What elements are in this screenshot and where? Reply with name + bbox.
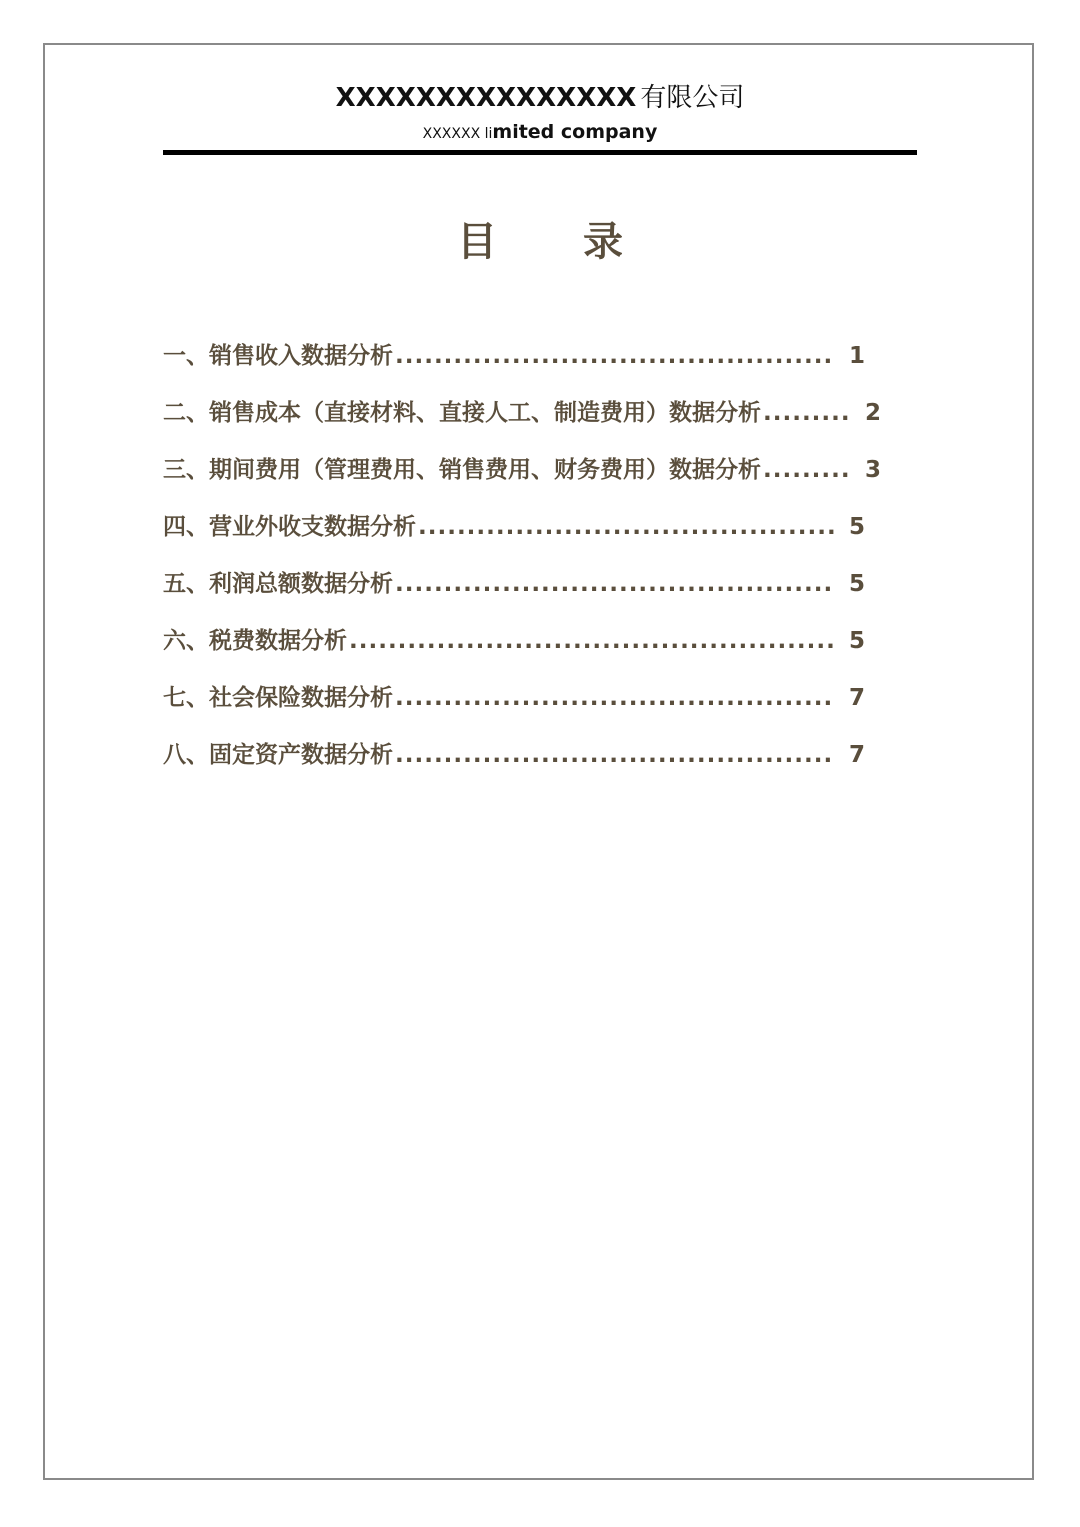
- toc-item-label: 二、销售成本（直接材料、直接人工、制造费用）数据分析: [163, 400, 761, 426]
- toc-item[interactable]: [163, 558, 885, 615]
- toc-item[interactable]: [163, 615, 885, 672]
- toc-item-page: 5: [849, 514, 866, 540]
- toc-item-page: 3: [865, 457, 882, 483]
- toc-item-label: 一、销售收入数据分析: [163, 343, 393, 369]
- toc-item-label: 六、税费数据分析: [163, 628, 347, 654]
- company-en-rest: mited company: [492, 121, 658, 143]
- toc-item[interactable]: [163, 444, 901, 501]
- toc-leader-dots: [349, 615, 835, 667]
- toc-leader-dots: [395, 558, 835, 610]
- company-name-latin: XXXXXXXXXXXXXXX: [335, 83, 637, 113]
- toc-item-page: 7: [849, 685, 866, 711]
- toc-leader-dots: [763, 444, 851, 496]
- toc-item-page: 5: [849, 571, 866, 597]
- toc-item[interactable]: [163, 729, 885, 786]
- toc-item-page: 5: [849, 628, 866, 654]
- toc-leader-dots: [395, 330, 835, 382]
- header-rule: [163, 150, 917, 155]
- toc-item-label: 三、期间费用（管理费用、销售费用、财务费用）数据分析: [163, 457, 761, 483]
- toc-item-label: 五、利润总额数据分析: [163, 571, 393, 597]
- toc-leader-dots: [395, 729, 835, 781]
- company-en-prefix: XXXXXX li: [422, 126, 493, 142]
- toc-title: 目 录: [457, 219, 659, 265]
- toc-leader-dots: [395, 672, 835, 724]
- company-name-cn: 有限公司: [640, 83, 745, 113]
- toc-item[interactable]: [163, 501, 885, 558]
- company-name: [163, 78, 917, 118]
- toc-item-label: 八、固定资产数据分析: [163, 742, 393, 768]
- toc-item-label: 七、社会保险数据分析: [163, 685, 393, 711]
- document-header: [163, 78, 917, 148]
- toc-item-page: 1: [849, 343, 866, 369]
- toc-item-page: 2: [865, 400, 882, 426]
- toc-leader-dots: [418, 501, 835, 553]
- toc-item[interactable]: [163, 387, 901, 444]
- toc-list: [163, 330, 923, 786]
- toc-item-page: 7: [849, 742, 866, 768]
- toc-item-label: 四、营业外收支数据分析: [163, 514, 416, 540]
- company-name-english: [163, 118, 917, 148]
- toc-item[interactable]: [163, 672, 885, 729]
- toc-item[interactable]: [163, 330, 885, 387]
- toc-leader-dots: [763, 387, 851, 439]
